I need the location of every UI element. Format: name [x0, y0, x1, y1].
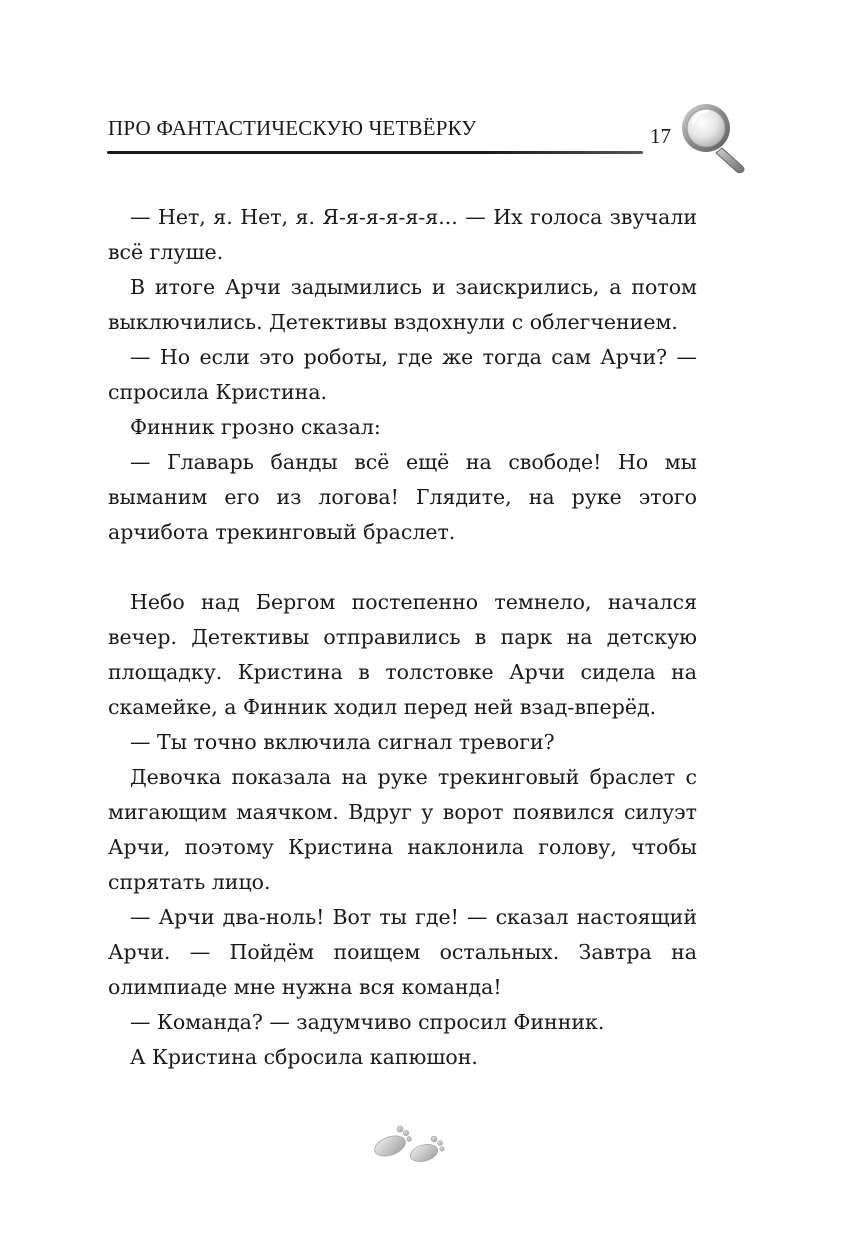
page-number: 17	[650, 124, 671, 148]
paragraph: — Главарь банды всё ещё на свободе! Но мы выманим его из логова! Глядите, на руке этого арчибота трекинговый браслет.	[108, 450, 697, 544]
paragraph: Небо над Бергом постепенно темнело, начался вечер. Детективы отправились в парк на детскую площадку. Кристина в толстовке Арчи сидела на скамейке, а Финник ходил перед ней взад-вперёд.	[108, 590, 697, 719]
paragraph: Девочка показала на руке трекинговый браслет с мигающим маячком. Вдруг у ворот появился силуэт Арчи, поэтому Кристина наклонила голову, чтобы спрятать лицо.	[108, 765, 697, 894]
magnifying-glass-icon	[676, 98, 752, 174]
paragraph: — Ты точно включила сигнал тревоги?	[130, 730, 555, 754]
paragraph: — Нет, я. Нет, я. Я-я-я-я-я-я... — Их голоса звучали всё глуше.	[108, 205, 697, 264]
page-header	[0, 0, 844, 180]
header-rule	[107, 151, 643, 154]
body-text	[108, 200, 697, 1075]
paragraph: — Арчи два-ноль! Вот ты где! — сказал настоящий Арчи. — Пойдём поищем остальных. Завтра на олимпиаде мне нужна вся команда!	[108, 905, 697, 999]
paragraph: Финник грозно сказал:	[130, 415, 381, 439]
running-title: ПРО ФАНТАСТИЧЕСКУЮ ЧЕТВЁРКУ	[108, 116, 477, 140]
paragraph: В итоге Арчи задымились и заискрились, а потом выключились. Детективы вздохнули с облегчением.	[108, 275, 697, 334]
paragraph: — Но если это роботы, где же тогда сам Арчи? — спросила Кристина.	[108, 345, 697, 404]
paragraph: — Команда? — задумчиво спросил Финник.	[130, 1010, 605, 1034]
paragraph: А Кристина сбросила капюшон.	[130, 1045, 478, 1069]
footprints-icon	[366, 1116, 448, 1166]
